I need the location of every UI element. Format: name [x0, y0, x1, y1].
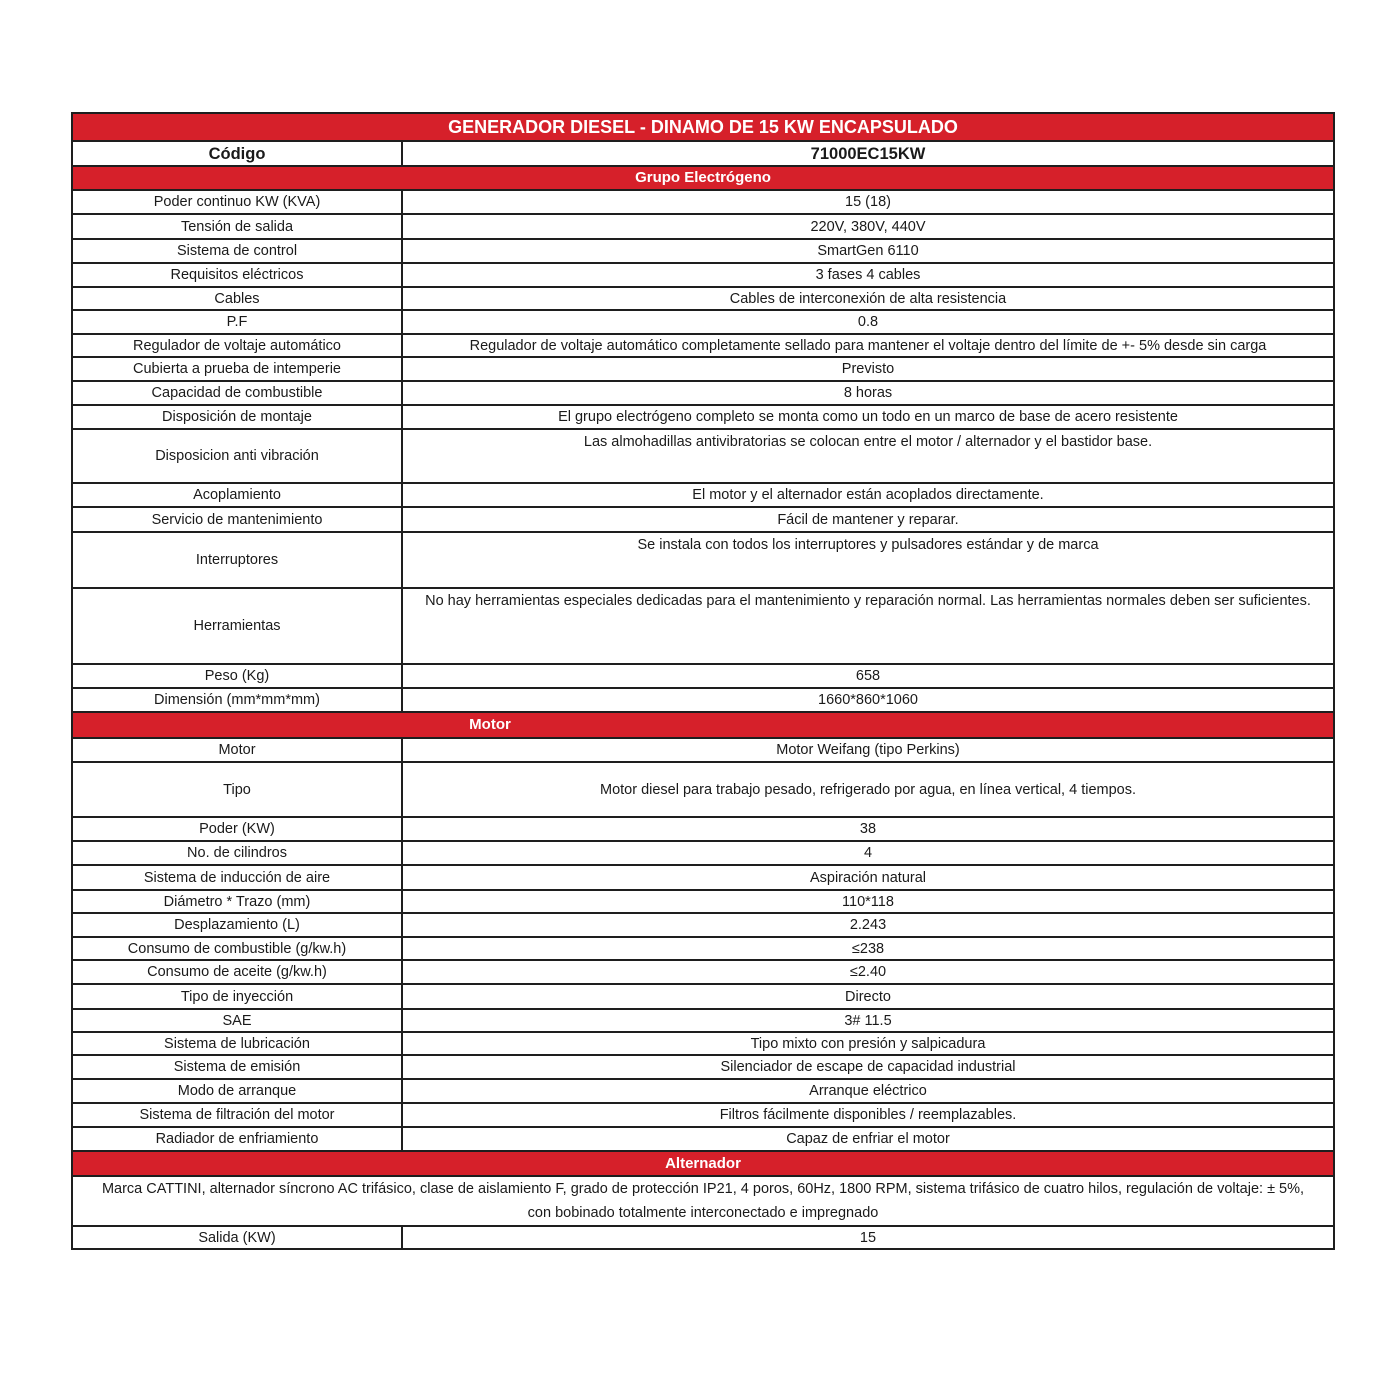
- row-value: 15 (18): [402, 190, 1334, 214]
- section-header-alternador: [72, 1151, 1334, 1176]
- row-label: Diámetro * Trazo (mm): [72, 890, 402, 913]
- row-label: Sistema de emisión: [72, 1055, 402, 1079]
- table-row: [72, 937, 1334, 960]
- row-value: 110*118: [402, 890, 1334, 913]
- row-value: Motor diesel para trabajo pesado, refrigerado por agua, en línea vertical, 4 tiempos.: [402, 762, 1334, 817]
- table-row: [72, 1009, 1334, 1032]
- row-value: Previsto: [402, 357, 1334, 381]
- row-value: Arranque eléctrico: [402, 1079, 1334, 1103]
- row-value: 3# 11.5: [402, 1009, 1334, 1032]
- row-label: Desplazamiento (L): [72, 913, 402, 937]
- row-value: Aspiración natural: [402, 865, 1334, 890]
- row-value: 3 fases 4 cables: [402, 263, 1334, 287]
- table-row: [72, 865, 1334, 890]
- table-row: [72, 688, 1334, 712]
- row-label: Dimensión (mm*mm*mm): [72, 688, 402, 712]
- row-value: 2.243: [402, 913, 1334, 937]
- row-value: SmartGen 6110: [402, 239, 1334, 263]
- row-value: 15: [402, 1226, 1334, 1249]
- row-label: Consumo de aceite (g/kw.h): [72, 960, 402, 984]
- row-label: Sistema de lubricación: [72, 1032, 402, 1055]
- row-label: Consumo de combustible (g/kw.h): [72, 937, 402, 960]
- row-label: Poder (KW): [72, 817, 402, 841]
- row-value: ≤2.40: [402, 960, 1334, 984]
- row-label: Acoplamiento: [72, 483, 402, 507]
- table-row: [72, 664, 1334, 688]
- row-label: No. de cilindros: [72, 841, 402, 865]
- row-value: Filtros fácilmente disponibles / reemplazables.: [402, 1103, 1334, 1127]
- row-label: SAE: [72, 1009, 402, 1032]
- alternador-description: Marca CATTINI, alternador síncrono AC trifásico, clase de aislamiento F, grado de protección IP21, 4 poros, 60Hz, 1800 RPM, sistema trifásico de cuatro hilos, regulación de voltaje: ± 5%, con bobinado totalmente interconectado e impregnado: [72, 1176, 1334, 1226]
- table-row: [72, 1079, 1334, 1103]
- row-value: Cables de interconexión de alta resistencia: [402, 287, 1334, 310]
- table-row: [72, 890, 1334, 913]
- row-label: Tipo: [72, 762, 402, 817]
- row-label: Interruptores: [72, 532, 402, 588]
- table-row: [72, 507, 1334, 532]
- table-row: [72, 913, 1334, 937]
- table-row: [72, 1103, 1334, 1127]
- spec-table: [71, 112, 1335, 1250]
- row-label: Herramientas: [72, 588, 402, 664]
- row-value: Directo: [402, 984, 1334, 1009]
- row-value: ≤238: [402, 937, 1334, 960]
- table-row: [72, 1032, 1334, 1055]
- row-label: Poder continuo KW (KVA): [72, 190, 402, 214]
- spec-sheet: [71, 112, 1333, 1250]
- table-row: [72, 334, 1334, 357]
- table-row: [72, 841, 1334, 865]
- table-row: [72, 405, 1334, 429]
- title-row: [72, 113, 1334, 141]
- row-value: No hay herramientas especiales dedicadas para el mantenimiento y reparación normal. Las herramientas normales deben ser suficientes.: [402, 588, 1334, 664]
- row-label: Cables: [72, 287, 402, 310]
- table-row: [72, 381, 1334, 405]
- row-value: Silenciador de escape de capacidad industrial: [402, 1055, 1334, 1079]
- row-value: Fácil de mantener y reparar.: [402, 507, 1334, 532]
- table-row: [72, 532, 1334, 588]
- table-row: [72, 1127, 1334, 1151]
- row-label: Sistema de filtración del motor: [72, 1103, 402, 1127]
- row-value: Las almohadillas antivibratorias se colocan entre el motor / alternador y el bastidor base.: [402, 429, 1334, 483]
- row-label: Radiador de enfriamiento: [72, 1127, 402, 1151]
- row-value: Se instala con todos los interruptores y pulsadores estándar y de marca: [402, 532, 1334, 588]
- row-label: Requisitos eléctricos: [72, 263, 402, 287]
- code-label: Código: [72, 141, 402, 166]
- row-value: 0.8: [402, 310, 1334, 334]
- code-value: 71000EC15KW: [402, 141, 1334, 166]
- row-label: Regulador de voltaje automático: [72, 334, 402, 357]
- section-header-motor: [72, 712, 1334, 738]
- row-label: Modo de arranque: [72, 1079, 402, 1103]
- row-label: Peso (Kg): [72, 664, 402, 688]
- row-value: El grupo electrógeno completo se monta como un todo en un marco de base de acero resistente: [402, 405, 1334, 429]
- row-label: Capacidad de combustible: [72, 381, 402, 405]
- table-row: [72, 239, 1334, 263]
- row-value: Motor Weifang (tipo Perkins): [402, 738, 1334, 762]
- grupo-rows: [72, 190, 1334, 712]
- table-row: [72, 984, 1334, 1009]
- table-row: [72, 960, 1334, 984]
- table-row: [72, 762, 1334, 817]
- table-row: [72, 738, 1334, 762]
- table-row: [72, 263, 1334, 287]
- section-title-grupo: Grupo Electrógeno: [72, 166, 1334, 190]
- row-label: Motor: [72, 738, 402, 762]
- row-value: 220V, 380V, 440V: [402, 214, 1334, 239]
- alternador-description-row: [72, 1176, 1334, 1226]
- section-title-alternador: Alternador: [72, 1151, 1334, 1176]
- row-value: 38: [402, 817, 1334, 841]
- table-row: [72, 287, 1334, 310]
- table-row: [72, 817, 1334, 841]
- row-label: Sistema de control: [72, 239, 402, 263]
- row-value: 1660*860*1060: [402, 688, 1334, 712]
- row-label: Disposicion anti vibración: [72, 429, 402, 483]
- table-row: [72, 357, 1334, 381]
- row-value: 658: [402, 664, 1334, 688]
- table-row: [72, 310, 1334, 334]
- row-value: 8 horas: [402, 381, 1334, 405]
- table-row: [72, 588, 1334, 664]
- table-row: [72, 429, 1334, 483]
- row-label: Tensión de salida: [72, 214, 402, 239]
- row-value: 4: [402, 841, 1334, 865]
- alternador-rows: [72, 1226, 1334, 1249]
- row-label: Sistema de inducción de aire: [72, 865, 402, 890]
- row-value: Tipo mixto con presión y salpicadura: [402, 1032, 1334, 1055]
- section-header-grupo: [72, 166, 1334, 190]
- row-value: Regulador de voltaje automático completamente sellado para mantener el voltaje dentro del límite de +- 5% desde sin carga: [402, 334, 1334, 357]
- code-row: [72, 141, 1334, 166]
- section-title-motor: Motor: [469, 716, 511, 733]
- row-label: Tipo de inyección: [72, 984, 402, 1009]
- table-row: [72, 214, 1334, 239]
- row-label: Cubierta a prueba de intemperie: [72, 357, 402, 381]
- row-value: El motor y el alternador están acoplados directamente.: [402, 483, 1334, 507]
- table-row: [72, 1226, 1334, 1249]
- table-row: [72, 483, 1334, 507]
- row-value: Capaz de enfriar el motor: [402, 1127, 1334, 1151]
- table-title: GENERADOR DIESEL - DINAMO DE 15 KW ENCAPSULADO: [72, 113, 1334, 141]
- row-label: Salida (KW): [72, 1226, 402, 1249]
- row-label: P.F: [72, 310, 402, 334]
- row-label: Servicio de mantenimiento: [72, 507, 402, 532]
- motor-rows: [72, 738, 1334, 1151]
- table-row: [72, 1055, 1334, 1079]
- table-row: [72, 190, 1334, 214]
- row-label: Disposición de montaje: [72, 405, 402, 429]
